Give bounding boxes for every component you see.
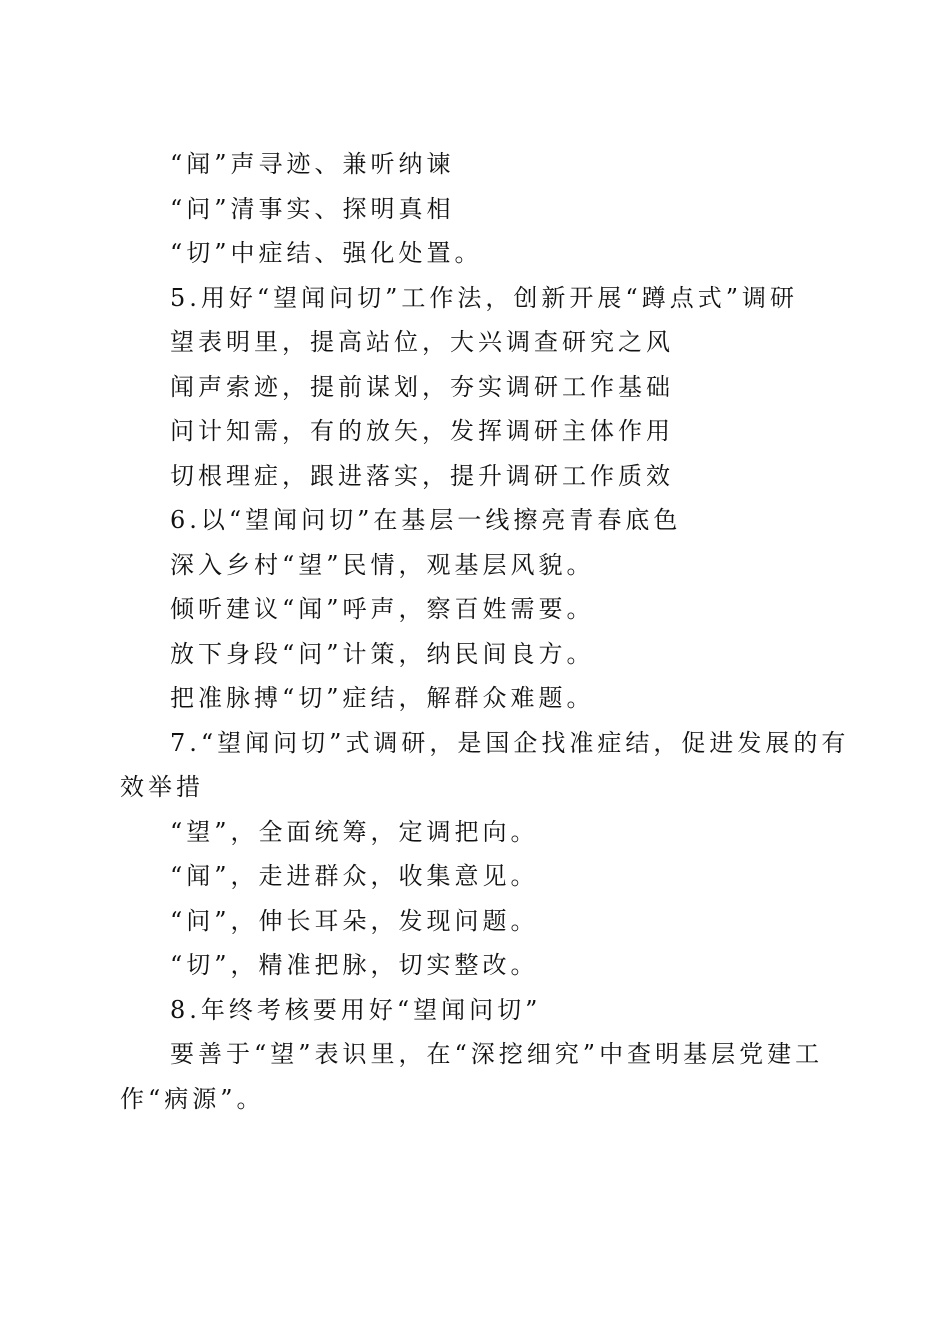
text-line: “切”，精准把脉，切实整改。	[170, 951, 539, 979]
text-line: 问计知需，有的放矢，发挥调研主体作用	[170, 417, 674, 445]
text-line: 闻声索迹，提前谋划，夯实调研工作基础	[170, 372, 674, 401]
section-heading-6: 6.以“望闻问切”在基层一线擦亮青春底色	[170, 506, 682, 534]
text-line: 切根理症，跟进落实，提升调研工作质效	[170, 461, 674, 490]
paragraph-continuation: 作“病源”。	[120, 1084, 265, 1113]
paragraph-line: 要善于“望”表识里，在“深挖细究”中查明基层党建工	[170, 1040, 824, 1068]
text-line: “切”中症结、强化处置。	[170, 239, 483, 267]
text-line: 倾听建议“闻”呼声，察百姓需要。	[170, 595, 595, 623]
text-line: 放下身段“问”计策，纳民间良方。	[170, 639, 595, 668]
text-line: 把准脉搏“切”症结，解群众难题。	[170, 684, 595, 712]
section-heading-5: 5.用好“望闻问切”工作法，创新开展“蹲点式”调研	[170, 283, 798, 312]
text-line: “望”，全面统筹，定调把向。	[170, 817, 539, 846]
text-line: “闻”，走进群众，收集意见。	[170, 862, 539, 890]
section-heading-7: 7.“望闻问切”式调研，是国企找准症结，促进发展的有	[170, 728, 850, 757]
text-line: “问”清事实、探明真相	[170, 194, 455, 223]
text-line: 望表明里，提高站位，大兴调查研究之风	[170, 328, 674, 356]
text-line: 深入乡村“望”民情，观基层风貌。	[170, 550, 595, 579]
text-line: “闻”声寻迹、兼听纳谏	[170, 150, 455, 178]
section-heading-7-continuation: 效举措	[120, 773, 204, 801]
text-line: “问”，伸长耳朵，发现问题。	[170, 906, 539, 935]
section-heading-8: 8.年终考核要用好“望闻问切”	[170, 995, 542, 1024]
document-body	[120, 142, 850, 1121]
